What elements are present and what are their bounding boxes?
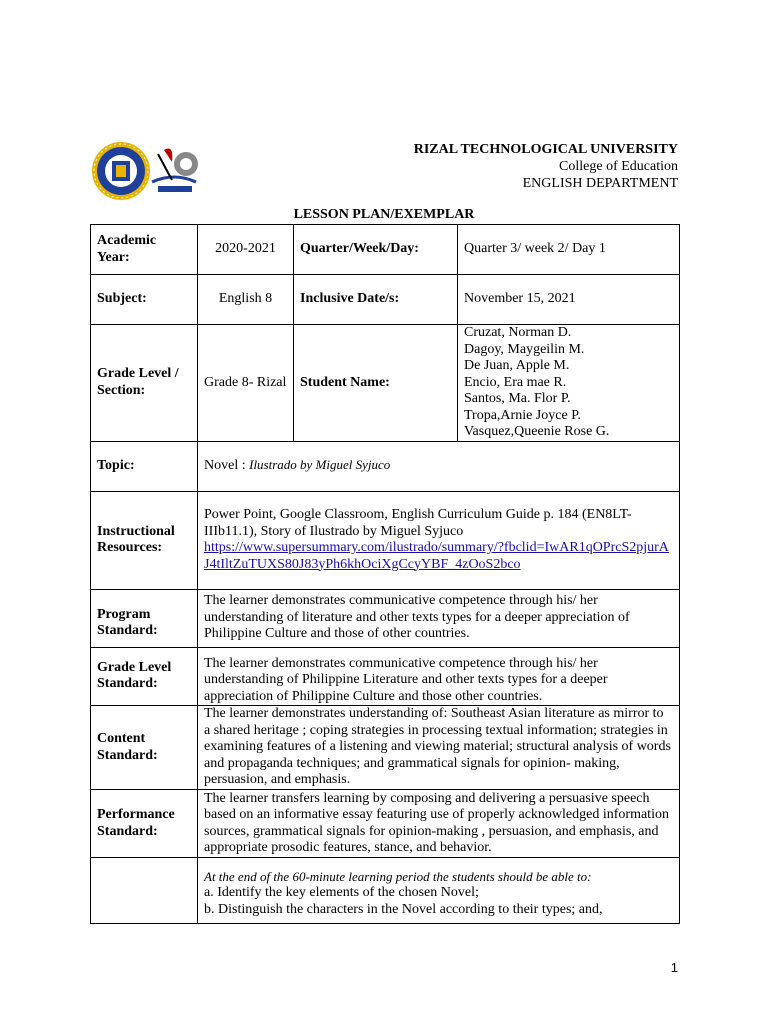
topic-title: Ilustrado by Miguel Syjuco [249, 457, 391, 473]
academic-year-label: Academic Year: [91, 225, 198, 275]
lesson-plan-table [90, 224, 680, 924]
instructional-resources-label: Instructional Resources: [91, 491, 198, 589]
subject-value: English 8 [198, 275, 294, 325]
resource-link[interactable]: https://www.supersummary.com/ilustrado/summary/?fbclid=IwAR1qOPrcS2pjurAJ4tIltZuTUXS80J83yPh6khOciXgCcyYBF_4zOoS2bco [204, 540, 669, 572]
quarter-week-day-value: Quarter 3/ week 2/ Day 1 [458, 225, 680, 275]
objective-item: a. Identify the key elements of the chosen Novel; [204, 885, 479, 901]
topic-label: Topic: [91, 441, 198, 491]
quarter-week-day-label: Quarter/Week/Day: [294, 225, 458, 275]
table-row [91, 706, 680, 790]
objectives-value [198, 858, 680, 924]
program-standard-value: The learner demonstrates communicative competence through his/ her understanding of literature and other texts types for a deeper appreciation of Philippine Culture and those of other countries. [198, 589, 680, 647]
table-row [91, 589, 680, 647]
student-name: Cruzat, Norman D. [464, 325, 572, 340]
program-standard-label: Program Standard: [91, 589, 198, 647]
student-names-cell [458, 325, 680, 442]
content-standard-value: The learner demonstrates understanding of: Southeast Asian literature as mirror to a shared heritage ; coping strategies in processing textual information; strategies in examining features of a listening and viewing material; structural analysis of words and propaganda techniques; and grammatical signals for opinion- making, persuasion, and emphasis. [198, 706, 680, 790]
topic-prefix: Novel : [204, 458, 250, 474]
table-row [91, 225, 680, 275]
table-row [91, 858, 680, 924]
student-name: Encio, Era mae R. [464, 374, 567, 390]
table-row [91, 275, 680, 325]
grade-level-label: Grade Level / Section: [91, 325, 198, 442]
resources-text: Power Point, Google Classroom, English Curriculum Guide p. 184 (EN8LT-IIIb11.1), Story of Ilustrado by Miguel Syjuco [204, 507, 632, 539]
content-standard-label: Content Standard: [91, 706, 198, 790]
university-header [414, 141, 678, 192]
student-name: Santos, Ma. Flor P. [464, 391, 571, 406]
student-name: Dagoy, Maygeilin M. [464, 341, 585, 357]
student-name: De Juan, Apple M. [464, 358, 570, 373]
table-row [91, 325, 680, 442]
table-row [91, 647, 680, 706]
performance-standard-value: The learner transfers learning by composing and delivering a persuasive speech based on an informative essay featuring use of properly acknowledged information sources, grammatical signals for opinion-making , persuasion, and emphasis, and appropriate prosodic features, stance, and behavior. [198, 790, 680, 858]
instructional-resources-value [198, 491, 680, 589]
table-row [91, 790, 680, 858]
academic-year-value: 2020-2021 [198, 225, 294, 275]
student-name: Vasquez,Queenie Rose G. [464, 424, 610, 439]
grade-level-standard-value: The learner demonstrates communicative competence through his/ her understanding of Philippine Literature and other texts types for a deeper appreciation of Philippine Culture and those other countries. [198, 647, 680, 706]
grade-level-standard-label: Grade Level Standard: [91, 647, 198, 706]
student-name-label: Student Name: [294, 325, 458, 442]
performance-standard-label: Performance Standard: [91, 790, 198, 858]
page-number: 1 [670, 960, 678, 975]
college-of-education-logo [144, 142, 204, 200]
grade-level-value: Grade 8- Rizal [198, 325, 294, 442]
university-name: RIZAL TECHNOLOGICAL UNIVERSITY [413, 142, 678, 157]
table-row [91, 441, 680, 491]
inclusive-dates-label: Inclusive Date/s: [294, 275, 458, 325]
department-name: ENGLISH DEPARTMENT [522, 176, 678, 191]
document-title: LESSON PLAN/EXEMPLAR [293, 207, 475, 222]
subject-label: Subject: [91, 275, 198, 325]
objective-item: b. Distinguish the characters in the Novel according to their types; and, [204, 901, 603, 917]
objectives-label-empty [91, 858, 198, 924]
topic-value [198, 441, 680, 491]
inclusive-dates-value: November 15, 2021 [458, 275, 680, 325]
college-name: College of Education [559, 159, 678, 174]
student-name: Tropa,Arnie Joyce P. [464, 407, 581, 423]
objectives-intro: At the end of the 60-minute learning period the students should be able to: [204, 868, 592, 884]
table-row [91, 491, 680, 589]
